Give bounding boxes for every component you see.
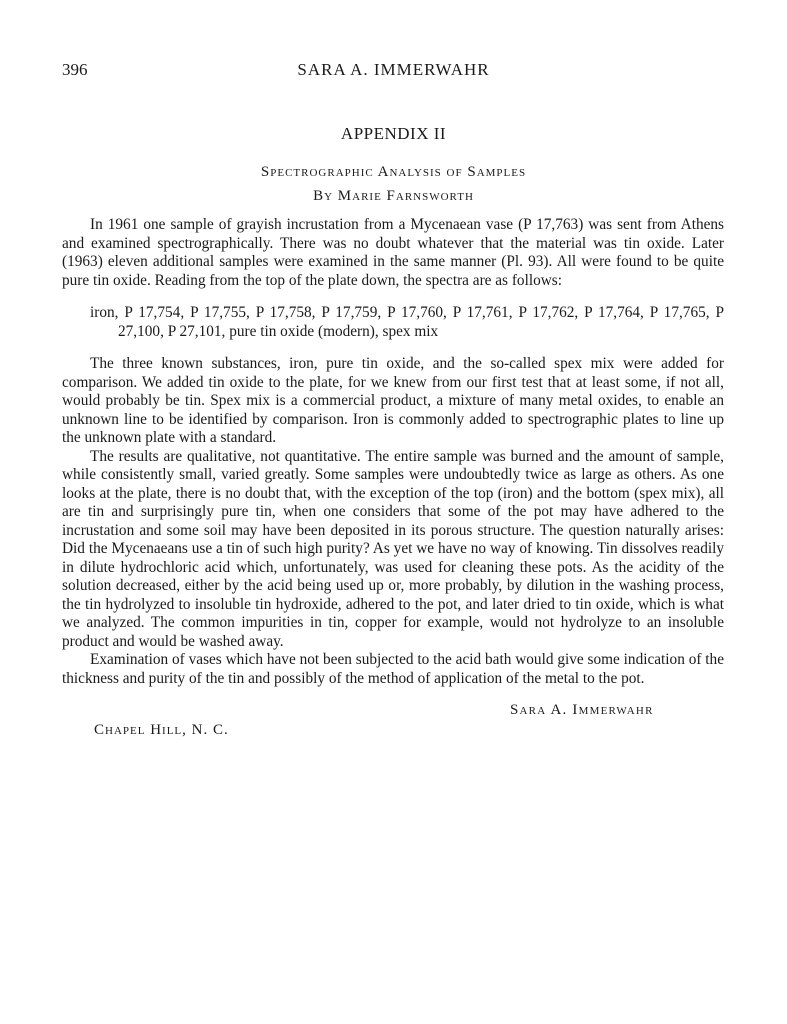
place-line: Chapel Hill, N. C. xyxy=(94,722,229,738)
sample-list: iron, P 17,754, P 17,755, P 17,758, P 17,759, P 17,760, P 17,761, P 17,762, P 17,764, P 17,765, P 27,100, P 27,101, pure tin oxide (modern), spex mix xyxy=(90,304,724,340)
article-body xyxy=(62,216,724,688)
page-number: 396 xyxy=(62,60,88,79)
appendix-subtitle: Spectrographic Analysis of Samples xyxy=(260,164,527,180)
appendix-title: APPENDIX II xyxy=(340,124,447,143)
author-byline: By Marie Farnsworth xyxy=(313,188,474,204)
paragraph-examination: Examination of vases which have not been subjected to the acid bath would give some indication of the thickness and purity of the tin and possibly of the method of application of the metal to the pot. xyxy=(62,651,724,687)
paragraph-results: The results are qualitative, not quantitative. The entire sample was burned and the amount of sample, while consistently small, varied greatly. Some samples were undoubtedly twice as large as others. As one looks at the plate, there is no doubt that, with the exception of the top (iron) and the bottom (spex mix), all are tin and surprisingly pure tin, when one considers that some of the pot may have adhered to the incrustation and some soil may have been deposited in its porous structure. The question naturally arises: Did the Mycenaeans use a tin of such high purity? As yet we have no way of knowing. Tin dissolves readily in dilute hydrochloric acid which, unfortunately, was used for cleaning these pots. As the acidity of the solution decreased, either by the acid being used up or, more probably, by dilution in the washing process, the tin hydrolyzed to insoluble tin hydroxide, adhered to the pot, and later dried to tin oxide, which is what we analyzed. The common impurities in tin, copper for example, would not hydrolyze to an insoluble product and would be washed away. xyxy=(62,447,724,650)
running-header xyxy=(62,60,725,84)
signature: Sara A. Immerwahr xyxy=(510,702,654,718)
paragraph-comparison: The three known substances, iron, pure tin oxide, and the so-called spex mix were added for comparison. We added tin oxide to the plate, for we knew from our first test that at least some, if not all, would probably be tin. Spex mix is a commercial product, a mixture of many metal oxides, to enable an unknown line to be identified by comparison. Iron is commonly added to spectrographic plates to line up the unknown plate with a standard. xyxy=(62,355,724,446)
paragraph-intro: In 1961 one sample of grayish incrustation from a Mycenaean vase (P 17,763) was sent from Athens and examined spectrographically. There was no doubt whatever that the material was tin oxide. Later (1963) eleven additional samples were examined in the same manner (Pl. 93). All were found to be quite pure tin oxide. Reading from the top of the plate down, the spectra are as follows: xyxy=(62,216,724,289)
running-title: SARA A. IMMERWAHR xyxy=(297,60,490,79)
